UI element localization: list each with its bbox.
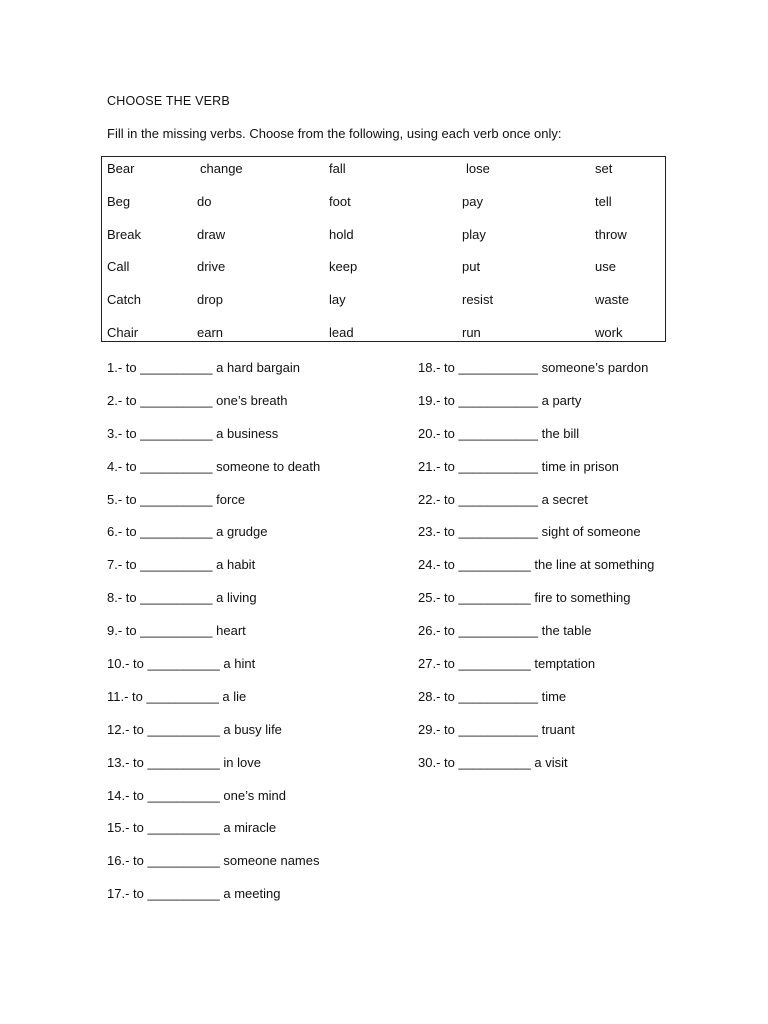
exercise-item: 7.- to __________ a habit — [107, 557, 256, 573]
exercise-item: 13.- to __________ in love — [107, 754, 261, 770]
exercise-item: 3.- to __________ a business — [107, 425, 279, 441]
verb-item: foot — [329, 193, 351, 209]
exercise-item: 27.- to __________ temptation — [418, 656, 596, 672]
exercise-item: 16.- to __________ someone names — [107, 853, 320, 869]
exercise-item: 30.- to __________ a visit — [418, 754, 568, 770]
verb-item: hold — [329, 226, 354, 242]
verb-item: drop — [197, 292, 224, 308]
exercise-item: 4.- to __________ someone to death — [107, 458, 321, 474]
verb-column-5 — [595, 160, 629, 357]
verb-item: pay — [462, 193, 483, 209]
exercise-item: 26.- to ___________ the table — [418, 623, 592, 639]
verb-item: fall — [329, 161, 346, 176]
verb-item: throw — [595, 226, 627, 242]
verb-item: change — [200, 161, 243, 176]
verb-item: put — [462, 259, 481, 275]
verb-column-4 — [462, 160, 493, 357]
exercise-item: 17.- to __________ a meeting — [107, 886, 281, 902]
exercise-item: 14.- to __________ one’s mind — [107, 787, 287, 803]
exercise-item: 20.- to ___________ the bill — [418, 425, 580, 441]
verb-item: Bear — [107, 161, 135, 176]
exercise-item: 1.- to __________ a hard bargain — [107, 360, 300, 375]
worksheet-title: CHOOSE THE VERB — [107, 94, 230, 108]
verb-item: do — [197, 193, 212, 209]
exercise-item: 8.- to __________ a living — [107, 590, 257, 606]
verb-item: lead — [329, 324, 354, 340]
verb-item: lay — [329, 292, 346, 308]
instructions: Fill in the missing verbs. Choose from the following, using each verb once only: — [107, 126, 562, 141]
verb-item: keep — [329, 259, 358, 275]
exercise-item: 12.- to __________ a busy life — [107, 721, 282, 737]
verb-item: Catch — [107, 292, 141, 308]
exercise-list-right — [418, 359, 654, 787]
verb-item: Chair — [107, 324, 139, 340]
exercise-item: 21.- to ___________ time in prison — [418, 458, 619, 474]
exercise-item: 19.- to ___________ a party — [418, 392, 582, 408]
exercise-item: 25.- to __________ fire to something — [418, 590, 631, 606]
verb-item: earn — [197, 324, 224, 340]
verb-item: set — [595, 161, 613, 176]
exercise-item: 15.- to __________ a miracle — [107, 820, 277, 836]
exercise-item: 28.- to ___________ time — [418, 688, 567, 704]
verb-item: tell — [595, 193, 612, 209]
exercise-item: 10.- to __________ a hint — [107, 656, 256, 672]
verb-column-3 — [329, 160, 357, 357]
verb-item: use — [595, 259, 616, 275]
verb-item: lose — [466, 161, 490, 176]
verb-item: resist — [462, 292, 494, 308]
exercise-item: 23.- to ___________ sight of someone — [418, 524, 641, 540]
verb-item: drive — [197, 259, 226, 275]
exercise-item: 24.- to __________ the line at something — [418, 557, 655, 573]
verb-column-2 — [197, 160, 243, 357]
verb-item: work — [595, 324, 623, 340]
exercise-item: 2.- to __________ one’s breath — [107, 392, 288, 408]
exercise-item: 22.- to ___________ a secret — [418, 491, 588, 507]
exercise-list-left — [107, 359, 320, 918]
exercise-item: 5.- to __________ force — [107, 491, 246, 507]
verb-item: play — [462, 226, 486, 242]
verb-item: waste — [595, 292, 629, 308]
verb-item: Call — [107, 259, 130, 275]
exercise-item: 6.- to __________ a grudge — [107, 524, 268, 540]
verb-item: run — [462, 324, 481, 340]
verb-item: draw — [197, 226, 226, 242]
verb-item: Break — [107, 226, 141, 242]
exercise-item: 9.- to __________ heart — [107, 623, 246, 639]
verb-item: Beg — [107, 193, 131, 209]
verb-column-1 — [107, 160, 141, 357]
exercise-item: 29.- to ___________ truant — [418, 721, 575, 737]
exercise-item: 11.- to __________ a lie — [107, 688, 247, 704]
verb-box — [101, 156, 666, 342]
exercise-item: 18.- to ___________ someone’s pardon — [418, 360, 649, 375]
